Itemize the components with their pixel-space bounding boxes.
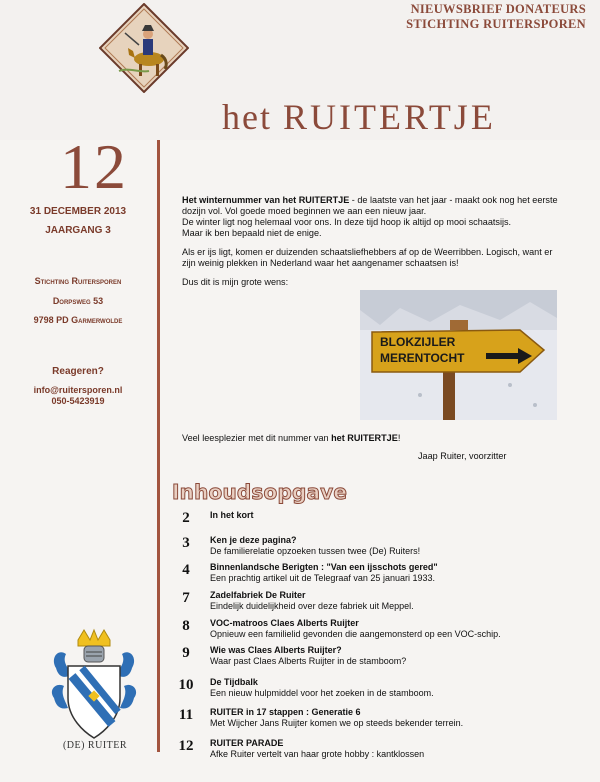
toc-heading: Zadelfabriek De Ruiter <box>210 590 306 600</box>
toc-subheading: Waar past Claes Alberts Ruijter in de stamboom? <box>210 656 407 666</box>
newsletter-header <box>406 2 586 32</box>
toc-page-number: 3 <box>182 535 190 551</box>
toc-item[interactable] <box>178 645 588 673</box>
header-line-1: NIEUWSBRIEF DONATEURS <box>410 2 586 16</box>
closing-line <box>182 433 562 443</box>
masthead-prefix: het <box>222 97 272 137</box>
toc-item[interactable] <box>178 677 588 705</box>
toc-heading: Ken je deze pagina? <box>210 535 297 545</box>
toc-page-number: 10 <box>178 677 194 693</box>
toc-title: Inhoudsopgave <box>172 480 348 504</box>
toc-page-number: 11 <box>178 707 194 723</box>
intro-paragraph-2: Als er ijs ligt, komen er duizenden schaatsliefhebbers af op de Weerribben. Logisch, want er zijn weinig plekken in Nederland waar het aangenamer schaatsen is! <box>182 247 553 268</box>
sign-line-1: BLOKZIJLER <box>380 335 456 349</box>
address-city: 9798 PD Garmerwolde <box>33 315 123 325</box>
sign-photo <box>360 290 557 420</box>
toc-item[interactable] <box>178 738 588 766</box>
toc-page-number: 8 <box>182 618 190 634</box>
toc-subheading: Een nieuw hulpmiddel voor het zoeken in de stamboom. <box>210 688 434 698</box>
issue-number: 12 <box>60 131 128 202</box>
toc-page-number: 12 <box>178 738 194 754</box>
toc-heading: RUITER in 17 stappen : Generatie 6 <box>210 707 361 717</box>
closing-bold: het RUITERTJE <box>331 433 398 443</box>
toc-subheading: Met Wijcher Jans Ruijter komen we op steeds bekender terrein. <box>210 718 464 728</box>
intro-paragraph-3: Dus dit is mijn grote wens: <box>182 277 289 287</box>
intro-text <box>182 195 562 296</box>
toc-heading: Binnenlandsche Berigten : "Van een ijsschots gered" <box>210 562 438 572</box>
toc-item[interactable] <box>178 707 588 735</box>
toc-subheading: Een prachtig artikel uit de Telegraaf van 25 januari 1933. <box>210 573 435 583</box>
intro-lead: Het winternummer van het RUITERTJE <box>182 195 350 205</box>
toc-item[interactable] <box>178 562 588 590</box>
toc-page-number: 2 <box>182 510 190 526</box>
issue-volume: JAARGANG 3 <box>45 225 111 236</box>
toc-subheading: Afke Ruiter vertelt van haar grote hobby : kantklossen <box>210 749 425 759</box>
closing-post: ! <box>397 433 401 443</box>
intro-lead-rest: - de laatste van het jaar - maakt ook nog het eerste dozijn vol. Vol goede moed beginnen we aan een nieuw jaar. <box>182 195 558 216</box>
masthead-title <box>222 96 496 138</box>
issue-date: 31 DECEMBER 2013 <box>29 206 127 217</box>
toc-heading: Wie was Claes Alberts Ruijter? <box>210 645 342 655</box>
toc-heading: In het kort <box>210 510 254 520</box>
toc-subheading: Opnieuw een familielid gevonden die aangemonsterd op een VOC-schip. <box>210 629 501 639</box>
sign-line-2: MERENTOCHT <box>380 351 465 365</box>
toc-subheading: Eindelijk duidelijkheid over deze fabriek uit Meppel. <box>210 601 414 611</box>
rider-logo-icon <box>99 3 189 93</box>
toc-heading: De Tijdbalk <box>210 677 258 687</box>
toc-subheading: De familierelatie opzoeken tussen twee (De) Ruiters! <box>210 546 421 556</box>
coat-of-arms-icon <box>48 628 140 740</box>
intro-paragraph-1 <box>182 195 562 239</box>
coat-of-arms-caption: (DE) RUITER <box>62 740 128 751</box>
header-line-2: STICHTING RUITERSPOREN <box>406 17 586 31</box>
toc-item[interactable] <box>178 590 588 618</box>
signature: Jaap Ruiter, voorzitter <box>418 451 507 461</box>
toc-item[interactable] <box>178 510 588 538</box>
toc-page-number: 4 <box>182 562 190 578</box>
address-street: Dorpsweg 53 <box>52 296 104 306</box>
masthead-main: RUITERTJE <box>282 97 496 137</box>
contact-phone: 050-5423919 <box>51 396 105 406</box>
react-label: Reageren? <box>52 366 104 377</box>
toc-heading: VOC-matroos Claes Alberts Ruijter <box>210 618 359 628</box>
toc-page-number: 9 <box>182 645 190 661</box>
contact-email[interactable]: info@ruitersporen.nl <box>33 385 123 395</box>
toc-heading: RUITER PARADE <box>210 738 284 748</box>
intro-line-3: Maar ik ben bepaald niet de enige. <box>182 228 322 238</box>
toc-item[interactable] <box>178 618 588 646</box>
closing-pre: Veel leesplezier met dit nummer van <box>182 433 332 443</box>
address-org: Stichting Ruitersporen <box>34 276 122 286</box>
vertical-divider <box>157 140 160 752</box>
intro-line-2: De winter ligt nog helemaal voor ons. In deze tijd hoop ik altijd op mooi schaatsijs. <box>182 217 512 227</box>
toc-item[interactable] <box>178 535 588 563</box>
toc-page-number: 7 <box>182 590 190 606</box>
